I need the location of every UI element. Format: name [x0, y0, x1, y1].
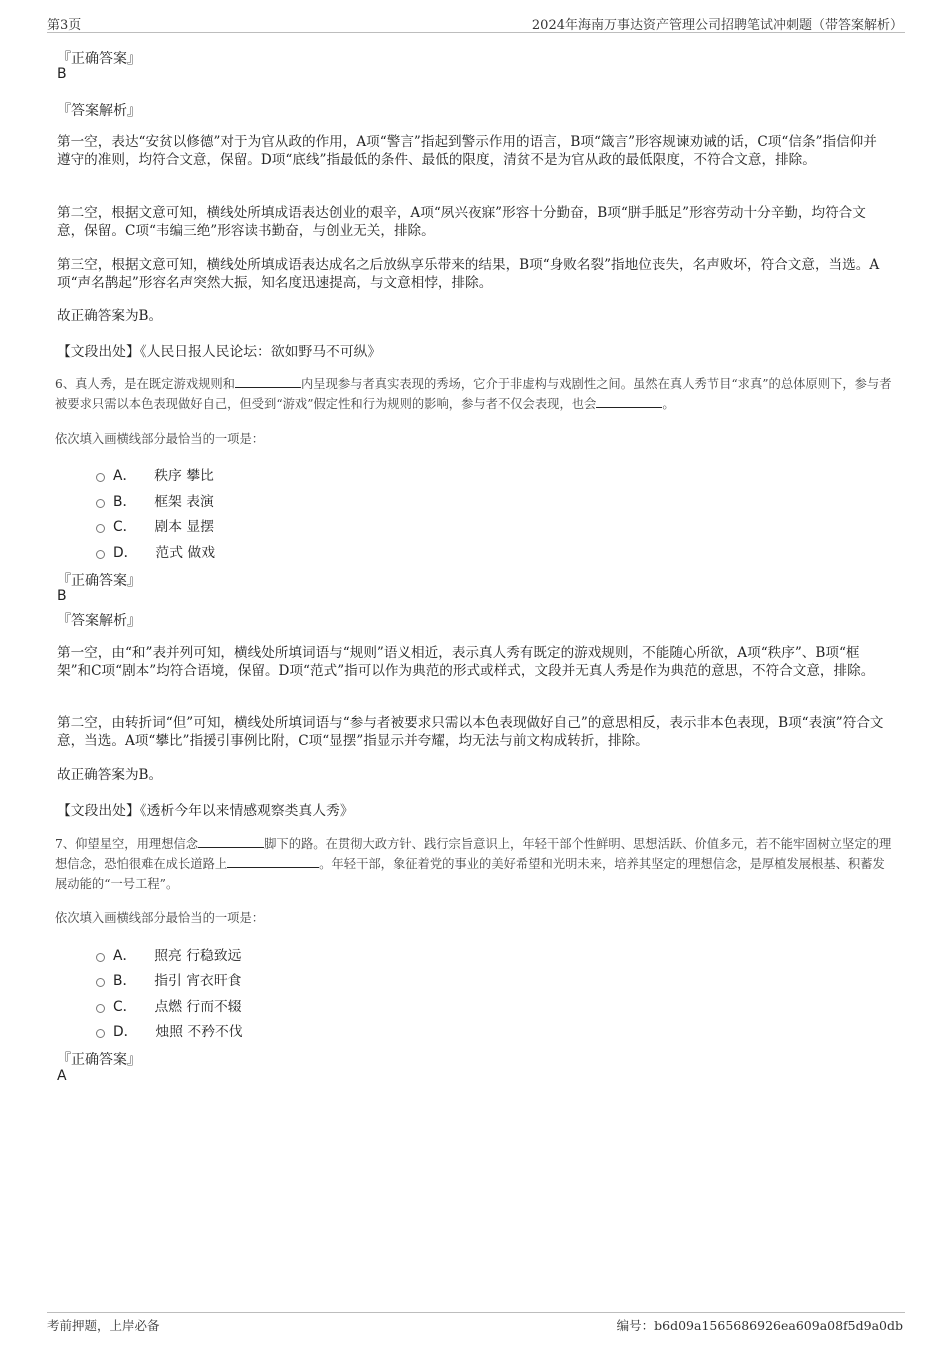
q5-analysis-label: 『答案解析』 [57, 103, 141, 119]
option-letter: A． [113, 948, 137, 964]
q6-blank-2 [596, 395, 662, 408]
q7-prompt: 依次填入画横线部分最恰当的一项是： [55, 911, 265, 925]
q7-answer: A [57, 1068, 67, 1084]
option-letter: D． [113, 1024, 138, 1040]
option-letter: A． [113, 468, 137, 484]
q5-answer: B [57, 66, 67, 82]
q7-option-a[interactable] [96, 944, 241, 964]
radio-icon[interactable] [96, 524, 105, 533]
option-letter: C． [113, 999, 137, 1015]
q7-option-d[interactable] [96, 1020, 243, 1040]
q7-option-c[interactable] [96, 995, 242, 1015]
option-letter: B． [113, 973, 137, 989]
radio-icon[interactable] [96, 499, 105, 508]
footer-serial-number: 编号：b6d09a1565686926ea609a08f5d9a0db [616, 1318, 903, 1333]
page-footer [47, 1312, 905, 1339]
option-text: 点燃 行而不辍 [154, 999, 242, 1015]
radio-icon[interactable] [96, 1004, 105, 1013]
q7-option-b[interactable] [96, 969, 241, 989]
option-text: 框架 表演 [154, 494, 214, 510]
q5-answer-label: 『正确答案』 [57, 51, 141, 67]
q6-conclusion: 故正确答案为B。 [57, 767, 163, 783]
option-letter: C． [113, 519, 137, 535]
q6-stem [55, 374, 897, 414]
q6-analysis-label: 『答案解析』 [57, 613, 141, 629]
radio-icon[interactable] [96, 1029, 105, 1038]
q7-blank-1 [198, 835, 264, 848]
q6-option-c[interactable] [96, 515, 214, 535]
radio-icon[interactable] [96, 978, 105, 987]
document-title: 2024年海南万事达资产管理公司招聘笔试冲刺题（带答案解析） [531, 18, 903, 33]
option-text: 指引 宵衣旰食 [154, 973, 242, 989]
q6-analysis-paragraph-1: 第一空，由“和”表并列可知，横线处所填词语与“规则”语义相近，表示真人秀有既定的游戏规则，不能随心所欲，A项“秩序”、B项“框架”和C项“剧本”均符合语境，保留。D项“范式”指可以作为典范的形式或样式，文段并无真人秀是作为典范的意思，不符合文意，排除。 [57, 645, 875, 679]
radio-icon[interactable] [96, 473, 105, 482]
q6-option-d[interactable] [96, 541, 215, 561]
q6-source: 【文段出处】《透析今年以来情感观察类真人秀》 [57, 803, 354, 819]
q6-stem-part-2: 内呈现参与者真实表现的秀场，它介于非虚构与戏剧性之间。虽然在真人秀节目“求真”的总体原则下，参与者被要求只需以本色表现做好自己，但受到“游戏”假定性和行为规则的影响，参与者不仅会表现，也会 [55, 377, 892, 411]
option-text: 范式 做戏 [155, 545, 215, 561]
radio-icon[interactable] [96, 953, 105, 962]
page-header [47, 12, 905, 33]
q7-stem-part-2: 脚下的路。在贯彻大政方针、践行宗旨意识上，年轻干部个性鲜明、思想活跃、价值多元，若不能牢固树立坚定的理想信念，恐怕很难在成长道路上 [55, 837, 892, 871]
q7-answer-label: 『正确答案』 [57, 1052, 141, 1068]
q7-stem [55, 834, 897, 894]
option-letter: D． [113, 545, 138, 561]
footer-slogan: 考前押题，上岸必备 [47, 1318, 160, 1333]
q6-option-a[interactable] [96, 464, 214, 484]
q5-conclusion: 故正确答案为B。 [57, 308, 163, 324]
q7-stem-part-3: 。年轻干部，象征着党的事业的美好希望和光明未来，培养其坚定的理想信念，是厚植发展根基、积蓄发展动能的“一号工程”。 [55, 857, 885, 891]
q5-analysis-paragraph-2: 第二空，根据文意可知，横线处所填成语表达创业的艰辛，A项“夙兴夜寐”形容十分勤奋，B项“胼手胝足”形容劳动十分辛勤，均符合文意，保留。C项“韦编三绝”形容读书勤奋，与创业无关，排除。 [57, 205, 866, 239]
q6-blank-1 [235, 375, 301, 388]
option-text: 秩序 攀比 [154, 468, 214, 484]
q6-answer: B [57, 588, 67, 604]
option-text: 烛照 不矜不伐 [155, 1024, 243, 1040]
radio-icon[interactable] [96, 550, 105, 559]
q5-analysis-paragraph-3: 第三空，根据文意可知，横线处所填成语表达成名之后放纵享乐带来的结果，B项“身败名裂”指地位丧失，名声败坏，符合文意，当选。A项“声名鹊起”形容名声突然大振，知名度迅速提高，与文意相悖，排除。 [57, 257, 880, 291]
q6-analysis-paragraph-2: 第二空，由转折词“但”可知，横线处所填词语与“参与者被要求只需以本色表现做好自己”的意思相反，表示非本色表现，B项“表演”符合文意，当选。A项“攀比”指援引事例比附，C项“显摆”指显示并夸耀，均无法与前文构成转折，排除。 [57, 715, 884, 749]
q6-option-b[interactable] [96, 490, 214, 510]
q6-stem-part-3: 。 [662, 397, 675, 411]
q5-source: 【文段出处】《人民日报人民论坛：欲如野马不可纵》 [57, 344, 382, 360]
q7-blank-2 [227, 855, 319, 868]
q6-stem-part-1: 6、真人秀，是在既定游戏规则和 [55, 377, 235, 391]
page-number: 第3页 [47, 18, 82, 33]
option-text: 剧本 显摆 [154, 519, 215, 535]
q6-prompt: 依次填入画横线部分最恰当的一项是： [55, 432, 265, 446]
q6-answer-label: 『正确答案』 [57, 573, 141, 589]
q7-stem-part-1: 7、仰望星空，用理想信念 [55, 837, 199, 851]
option-text: 照亮 行稳致远 [154, 948, 242, 964]
option-letter: B． [113, 494, 137, 510]
q5-analysis-paragraph-1: 第一空，表达“安贫以修德”对于为官从政的作用，A项“警言”指起到警示作用的语言，B项“箴言”形容规谏劝诫的话，C项“信条”指信仰并遵守的准则，均符合文意，保留。D项“底线”指最低的条件、最低的限度，清贫不是为官从政的最低限度，不符合文意，排除。 [57, 134, 877, 168]
